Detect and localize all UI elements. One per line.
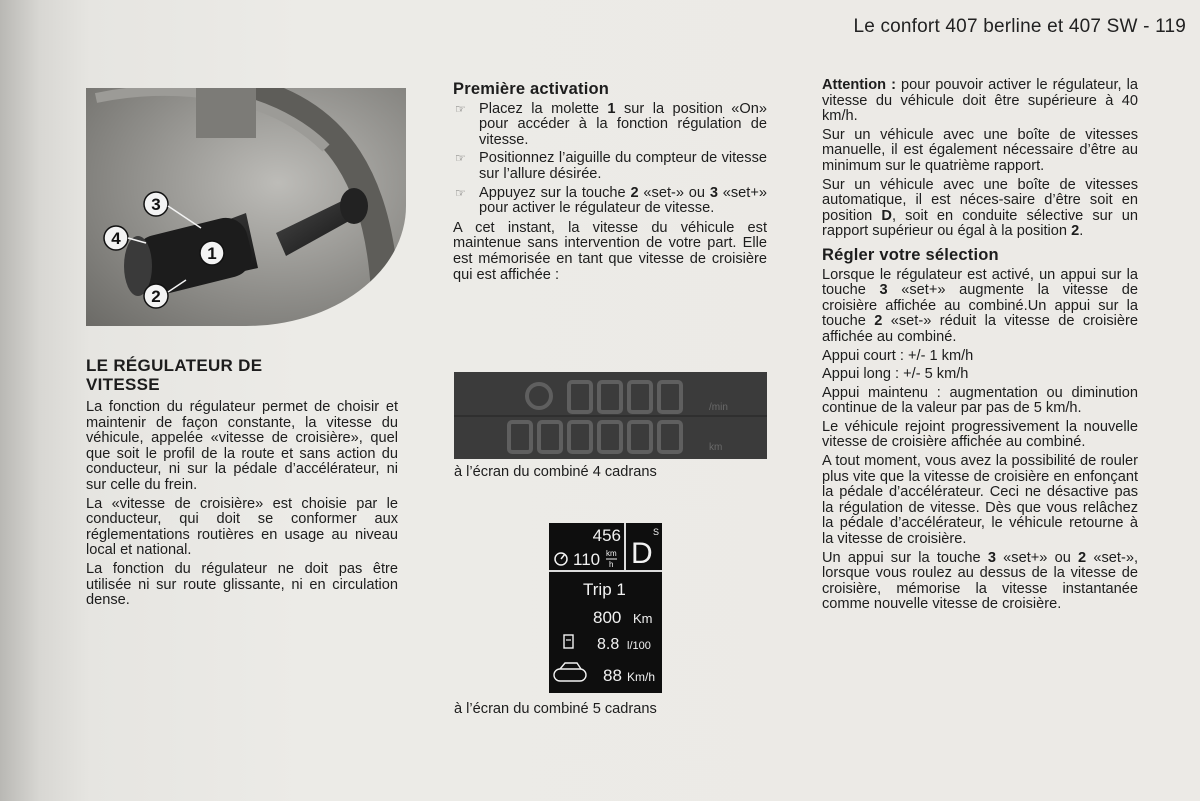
list-item: ☞ Appuyez sur la touche 2 «set-» ou 3 «set+» pour activer le régulateur de vitesse. (455, 184, 767, 217)
paragraph: Sur un véhicule avec une boîte de vitesses manuelle, il est également nécessaire d’être au minimum sur le quatrième rapport. (822, 126, 1138, 174)
car-icon (554, 663, 586, 681)
caption-4-dials: à l’écran du combiné 4 cadrans (454, 464, 657, 480)
fuel-consumption: 8.8 (597, 636, 620, 653)
km-unit-label: km (709, 442, 723, 453)
cruise-control-stalk-photo (86, 88, 406, 326)
callout-3: 3 (151, 195, 161, 214)
fuel-consumption-unit: l/100 (627, 640, 651, 652)
column-left (86, 356, 398, 612)
trip-distance: 800 (593, 608, 622, 627)
paragraph: Appui court : +/- 1 km/h (822, 347, 974, 364)
paragraph: La fonction du régulateur permet de choisir et maintenir de façon constante, la vitesse du véhicule, appelée «vitesse de croisière», quel que soit le profil de la route et sans action du conducteur, ni sur la pédale d’accélérateur, ni sur celle du frein. (86, 399, 398, 493)
average-speed-unit: Km/h (627, 670, 656, 684)
subsection-title-first-activation: Première activation (453, 80, 610, 98)
paragraph: La fonction du régulateur ne doit pas être utilisée ni sur route glissante, ni en circulation dense. (86, 560, 398, 609)
callout-4: 4 (111, 229, 121, 248)
fuel-pump-icon (564, 635, 573, 648)
callout-2: 2 (151, 287, 161, 306)
speedometer-icon (527, 384, 551, 408)
column-middle (453, 82, 767, 286)
cruise-speed-value: 110 (573, 550, 601, 569)
paragraph: Appui maintenu : augmentation ou diminution continue de la valeur par pas de 5 km/h. (822, 384, 1138, 417)
instrument-display-4-dials (454, 372, 767, 459)
callout-1: 1 (207, 244, 217, 263)
subsection-title-adjust: Régler votre sélection (822, 245, 999, 264)
section-title-cruise-control: LE RÉGULATEUR DE VITESSE (86, 356, 263, 394)
paragraph: Sur un véhicule avec une boîte de vitesses automatique, il est néces-saire d’être soit en position D, soit en conduite sélective sur un rapport supérieur ou égal à la position 2. (822, 176, 1138, 240)
paragraph: A tout moment, vous avez la possibilité de rouler plus vite que la vitesse de croisière en enfonçant la pédale d’accélérateur. Ceci ne désactive pas la régulation de vitesse. Dès que vous relâchez la pédale d’accélérateur, le véhicule retourne à la vitesse de croisière. (822, 453, 1138, 548)
column-right (822, 78, 1138, 616)
speed-unit-top: km (606, 549, 617, 558)
caption-5-dials: à l’écran du combiné 5 cadrans (454, 701, 657, 717)
rpm-unit-label: /min (709, 402, 728, 413)
paragraph: A cet instant, la vitesse du véhicule est maintenue sans intervention de votre part. Elle est mémorisée en tant que vitesse de croisière qui est affichée : (453, 219, 767, 283)
pointing-hand-icon: ☞ (455, 151, 466, 166)
paragraph: La «vitesse de croisière» est choisie par le conducteur, qui doit se conformer aux réglementations routières en usage au niveau local et national. (86, 495, 398, 559)
trip-label: Trip 1 (583, 580, 626, 599)
instrument-display-5-dials (549, 523, 662, 693)
odometer-value: 456 (592, 526, 621, 545)
page-header: Le confort 407 berline et 407 SW - 119 (853, 16, 1186, 37)
paragraph: Un appui sur la touche 3 «set+» ou 2 «set-», lorsque vous roulez au dessus de la vitesse de croisière, mémorise la vitesse instantanée comme nouvelle vitesse de croisière. (822, 549, 1138, 613)
stalk-illustration (86, 88, 406, 326)
paragraph: Appui long : +/- 5 km/h (822, 366, 969, 383)
paragraph: Le véhicule rejoint progressivement la nouvelle vitesse de croisière affichée au combiné. (822, 418, 1138, 451)
gear-sport-indicator: S (653, 527, 660, 537)
list-item: ☞ Placez la molette 1 sur la position «On» pour accéder à la fonction régulation de vitesse. (455, 100, 767, 148)
instruction-list (453, 102, 767, 217)
list-item: ☞ Positionnez l’aiguille du compteur de vitesse sur l’allure désirée. (455, 150, 767, 182)
pointing-hand-icon: ☞ (455, 101, 466, 116)
average-speed: 88 (603, 666, 622, 685)
gear-indicator: D (631, 537, 653, 570)
pointing-hand-icon: ☞ (455, 185, 466, 200)
paragraph: Lorsque le régulateur est activé, un appui sur la touche 3 «set+» augmente la vitesse de croisière affichée au combiné.Un appui sur la touche 2 «set-» réduit la vitesse de croisière affichée au combiné. (822, 266, 1139, 345)
speed-unit-bottom: h (609, 560, 614, 569)
trip-distance-unit: Km (633, 611, 653, 626)
attention-paragraph: Attention : pour pouvoir activer le régulateur, la vitesse du véhicule doit être supérieure à 40 km/h. (822, 77, 1138, 125)
